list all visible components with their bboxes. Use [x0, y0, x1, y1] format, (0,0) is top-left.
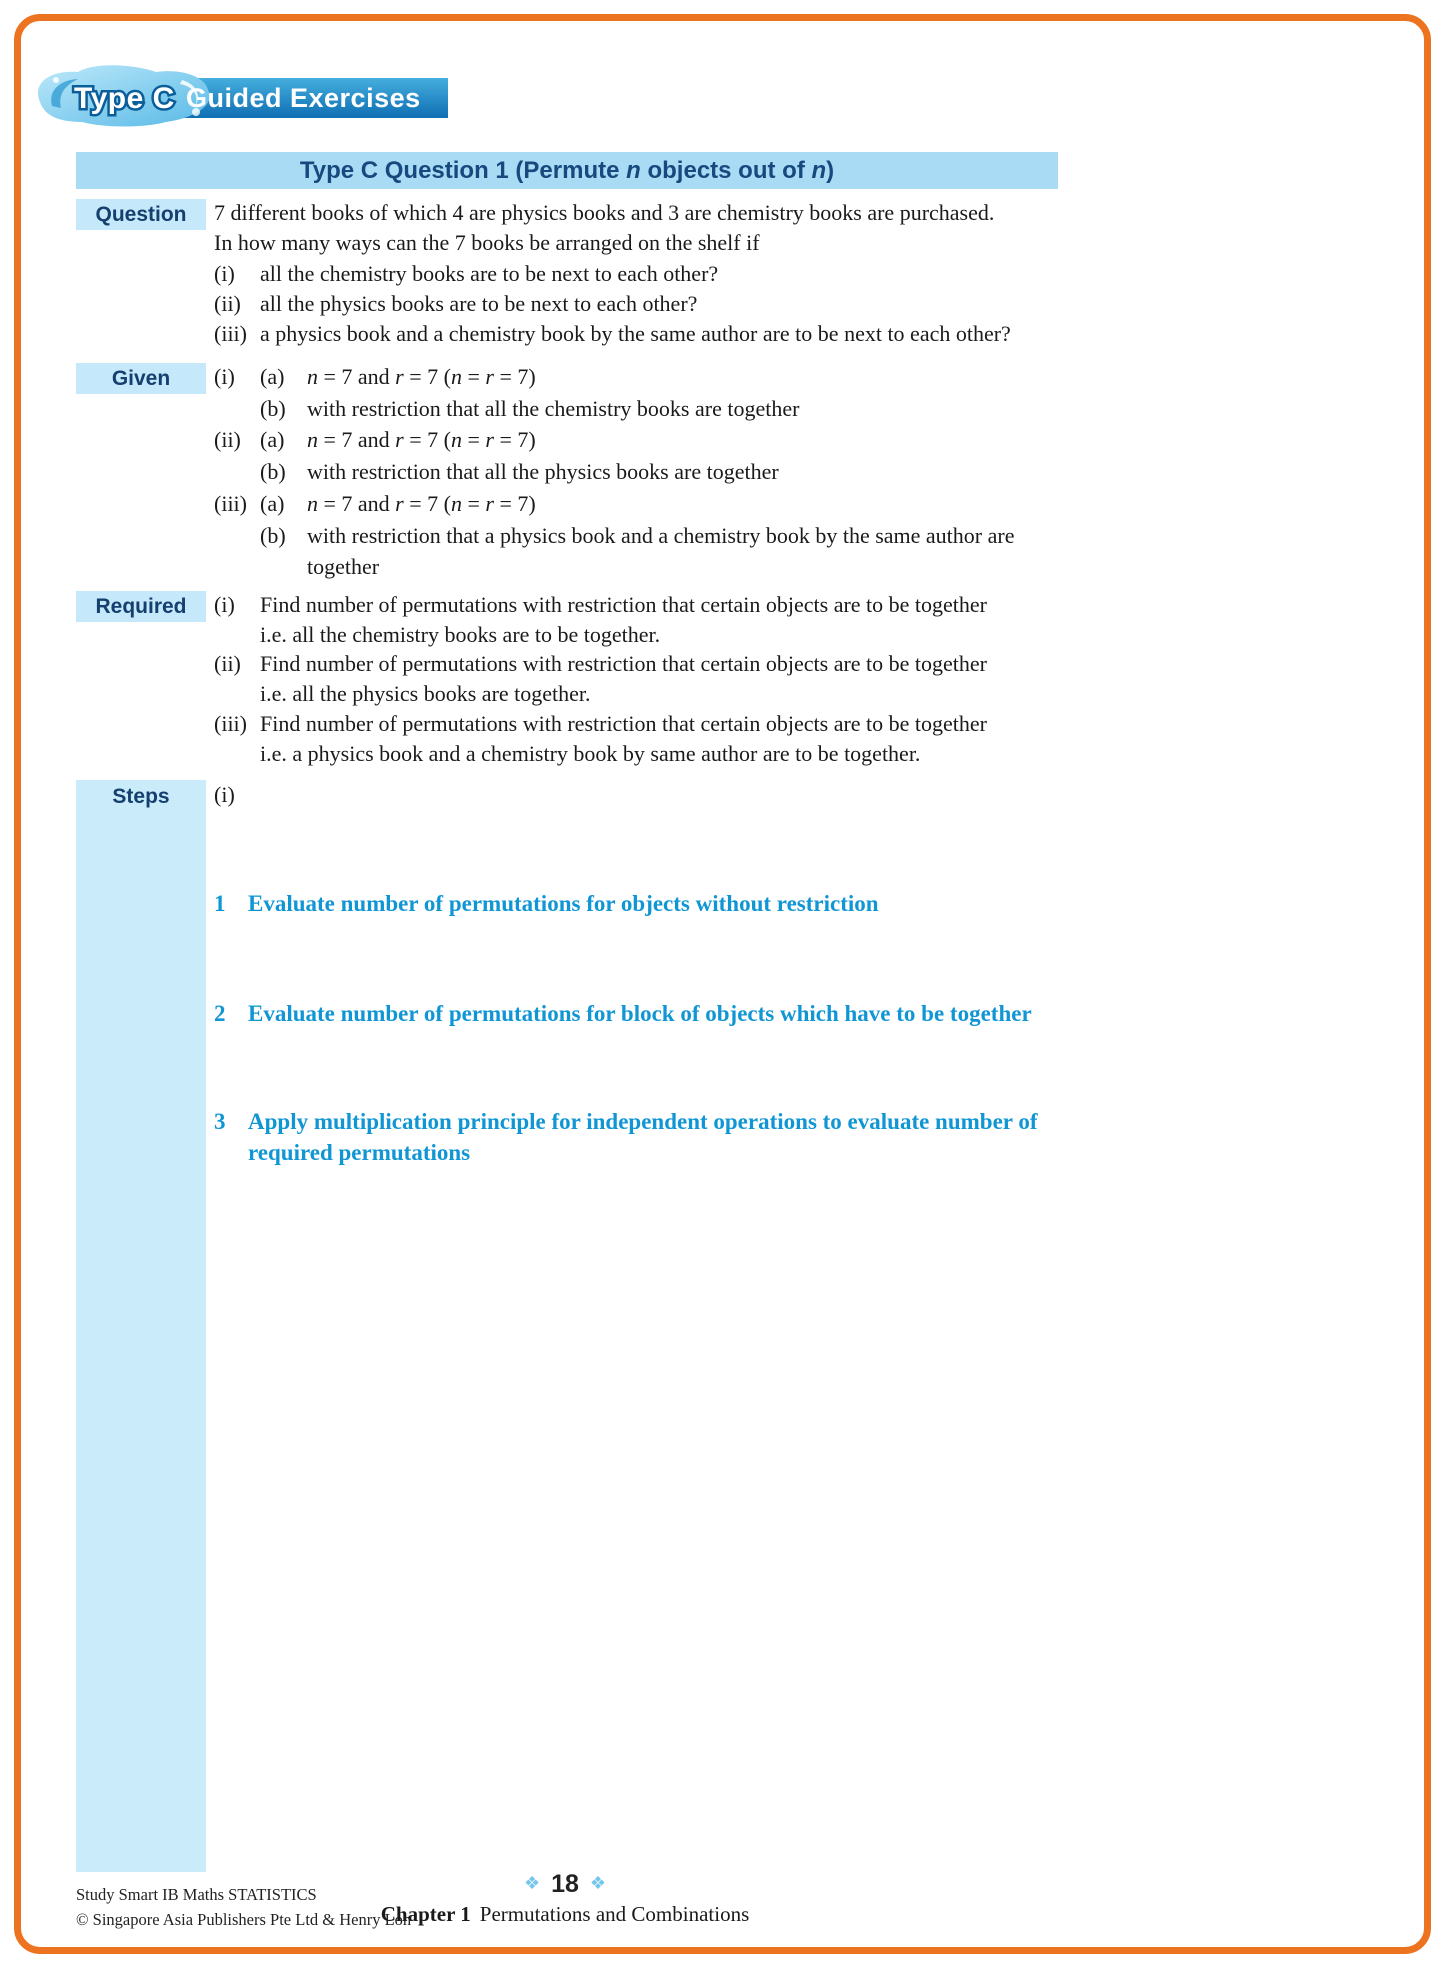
- item-text: a physics book and a chemistry book by the same author are to be next to each other?: [260, 321, 1011, 347]
- given-label: Given: [76, 363, 206, 394]
- page-number: 18: [551, 1870, 579, 1898]
- item-marker: (i): [214, 260, 235, 286]
- title-text: ): [826, 156, 835, 184]
- required-item: [214, 649, 1064, 708]
- wave-bubble-icon: [53, 77, 59, 83]
- steps-part-marker: (i): [214, 782, 235, 807]
- title-var-n: n: [626, 156, 641, 184]
- item-marker: [214, 393, 260, 425]
- item-marker: (ii): [214, 427, 241, 453]
- required-label: Required: [76, 591, 206, 622]
- given-item-b: [214, 520, 1064, 583]
- question-item: [214, 289, 1064, 319]
- item-marker: [214, 520, 260, 583]
- section-banner: [34, 64, 448, 133]
- sub-marker: (a): [260, 427, 285, 453]
- question-item: [214, 319, 1064, 349]
- question-content: [214, 198, 1064, 349]
- math-expression: n = 7 and r = 7 (n = r = 7): [307, 490, 536, 516]
- given-item-a: [214, 424, 1064, 456]
- math-expression: n = 7 and r = 7 (n = r = 7): [307, 364, 536, 389]
- title-text: Type C Question 1 (Permute: [299, 156, 627, 184]
- required-content: [214, 590, 1064, 768]
- item-text: with restriction that a physics book and a chemistry book by the same author are together: [307, 522, 1015, 580]
- item-text: all the chemistry books are to be next to each other?: [260, 260, 719, 286]
- required-item: [214, 590, 1064, 649]
- ornament-icon: ❖: [523, 1873, 541, 1893]
- step-text: Apply multiplication principle for independent operations to evaluate number of required permutations: [248, 1109, 1038, 1165]
- given-content: [214, 361, 1064, 583]
- given-item-a: [214, 488, 1064, 520]
- step-item: [214, 1106, 1046, 1168]
- item-text: with restriction that all the physics books are together: [307, 459, 779, 485]
- imprint-line: © Singapore Asia Publishers Pte Ltd & Henry Loh: [76, 1910, 412, 1929]
- item-marker: (iii): [214, 490, 247, 516]
- type-c-label: Type C: [74, 82, 175, 115]
- question-intro-line: In how many ways can the 7 books be arranged on the shelf if: [214, 230, 760, 256]
- given-item-b: [214, 456, 1064, 488]
- question-item: [214, 259, 1064, 289]
- sub-marker: (a): [260, 364, 285, 389]
- given-item-a: [214, 361, 1064, 393]
- step-number: 3: [214, 1109, 226, 1134]
- banner-title: Guided Exercises: [186, 83, 421, 113]
- step-number: 2: [214, 1001, 226, 1026]
- steps-panel: [76, 780, 206, 1872]
- math-expression: n = 7 and r = 7 (n = r = 7): [307, 427, 536, 453]
- question-title-bar: [76, 152, 1058, 189]
- chapter-title: Permutations and Combinations: [479, 1902, 750, 1926]
- step-number: 1: [214, 891, 226, 916]
- page-footer: [300, 1870, 830, 1927]
- step-text: Evaluate number of permutations for block of objects which have to be together: [248, 1001, 1032, 1026]
- title-text: objects out of: [640, 156, 812, 184]
- item-marker: (iii): [214, 710, 247, 736]
- item-marker: (i): [214, 592, 235, 617]
- required-item: [214, 709, 1064, 768]
- imprint-line: Study Smart IB Maths STATISTICS: [76, 1885, 317, 1904]
- steps-label: Steps: [112, 785, 170, 808]
- item-text: with restriction that all the chemistry books are together: [307, 395, 800, 421]
- sub-marker: (b): [260, 459, 286, 485]
- item-marker: [214, 456, 260, 488]
- item-marker: (ii): [214, 651, 241, 677]
- given-item-b: [214, 393, 1064, 425]
- question-label: Question: [76, 199, 206, 230]
- sub-marker: (a): [260, 490, 285, 516]
- step-item: [214, 998, 1046, 1029]
- sub-marker: (b): [260, 395, 286, 421]
- ornament-icon: ❖: [589, 1873, 607, 1893]
- banner-graphic: [34, 64, 448, 128]
- chapter-line: [300, 1902, 830, 1927]
- item-text: Find number of permutations with restriction that certain objects are to be together i.e. a physics book and a chemistry book by same author are to be together.: [260, 710, 988, 766]
- item-marker: (ii): [214, 290, 241, 316]
- item-text: all the physics books are to be next to each other?: [260, 290, 698, 316]
- title-var-n: n: [811, 156, 827, 184]
- page-number-row: [300, 1870, 830, 1899]
- item-text: Find number of permutations with restriction that certain objects are to be together i.e. all the physics books are together.: [260, 651, 988, 707]
- chapter-label: Chapter 1: [380, 1902, 471, 1926]
- step-text: Evaluate number of permutations for objects without restriction: [248, 891, 879, 916]
- item-marker: (iii): [214, 321, 247, 347]
- item-text: Find number of permutations with restriction that certain objects are to be together i.e. all the chemistry books are to be together.: [260, 592, 988, 647]
- step-item: [214, 888, 1046, 919]
- item-marker: (i): [214, 364, 235, 389]
- question-intro-line: 7 different books of which 4 are physics books and 3 are chemistry books are purchased.: [214, 200, 995, 225]
- sub-marker: (b): [260, 522, 286, 548]
